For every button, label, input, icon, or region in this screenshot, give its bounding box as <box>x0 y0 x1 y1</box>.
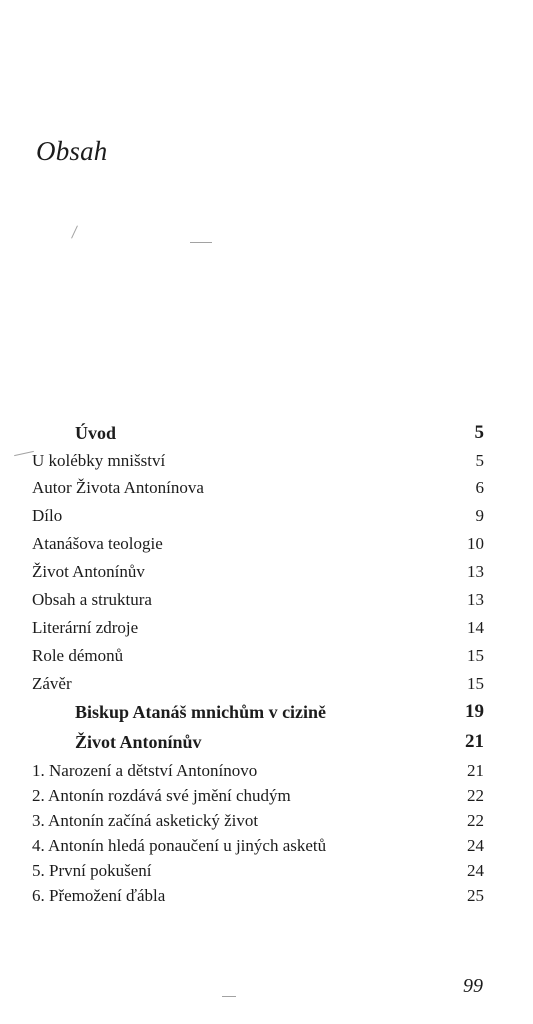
toc-label: Atanášova teologie <box>32 534 163 553</box>
toc-page-number: 21 <box>465 731 484 752</box>
toc-label: U kolébky mnišství <box>32 451 166 470</box>
toc-page-number: 22 <box>467 811 484 830</box>
page-title: Obsah <box>36 136 108 167</box>
toc-row <box>32 419 484 447</box>
toc-row <box>32 857 484 885</box>
toc-row <box>32 586 484 614</box>
toc-row <box>32 832 484 860</box>
toc-row <box>32 502 484 530</box>
toc-label: 4. Antonín hledá ponaučení u jiných asketů <box>32 836 327 855</box>
toc-row <box>32 807 484 835</box>
toc-page-number: 24 <box>467 861 484 880</box>
toc-page-number: 21 <box>467 761 484 780</box>
toc-page-number: 15 <box>467 646 484 665</box>
toc-page-number: 9 <box>475 506 484 525</box>
toc-label: 6. Přemožení ďábla <box>32 886 166 905</box>
toc-label: Život Antonínův <box>75 731 202 752</box>
toc-label: Autor Života Antonínova <box>32 478 204 497</box>
toc-row <box>32 447 484 475</box>
toc-page-number: 13 <box>467 562 484 581</box>
toc-row <box>32 530 484 558</box>
toc-page-number: 19 <box>465 701 484 722</box>
toc-label: Literární zdroje <box>32 618 139 637</box>
toc-label: 3. Antonín začíná asketický život <box>32 811 259 830</box>
toc-page-number: 15 <box>467 674 484 693</box>
toc-label: Dílo <box>32 506 63 525</box>
toc-row <box>32 670 484 698</box>
toc-label: Závěr <box>32 674 72 693</box>
toc-page-number: 5 <box>475 451 484 470</box>
toc-row <box>32 642 484 670</box>
toc-page-number: 22 <box>467 786 484 805</box>
toc-page-number: 10 <box>467 534 484 553</box>
toc-label: Biskup Atanáš mnichům v cizině <box>75 701 327 722</box>
toc-row <box>32 474 484 502</box>
toc-label: Úvod <box>75 422 117 443</box>
toc-page-number: 5 <box>474 422 484 443</box>
toc-row <box>32 782 484 810</box>
toc-page-number: 24 <box>467 836 484 855</box>
toc-label: 5. První pokušení <box>32 861 152 880</box>
toc-label: Obsah a struktura <box>32 590 152 609</box>
page-number: 99 <box>463 975 483 997</box>
toc-label: Role démonů <box>32 646 124 665</box>
toc-page-number: 14 <box>467 618 484 637</box>
toc-page-number: 13 <box>467 590 484 609</box>
toc-row <box>32 558 484 586</box>
toc-label: 1. Narození a dětství Antonínovo <box>32 761 258 780</box>
toc-label: 2. Antonín rozdává své jmění chudým <box>32 786 291 805</box>
toc-row <box>32 757 484 785</box>
toc-row <box>32 882 484 910</box>
toc-row <box>32 614 484 642</box>
toc-row <box>32 698 484 726</box>
toc-label: Život Antonínův <box>32 562 145 581</box>
toc-row <box>32 728 484 756</box>
toc-page-number: 25 <box>467 886 484 905</box>
toc-page-number: 6 <box>475 478 484 497</box>
